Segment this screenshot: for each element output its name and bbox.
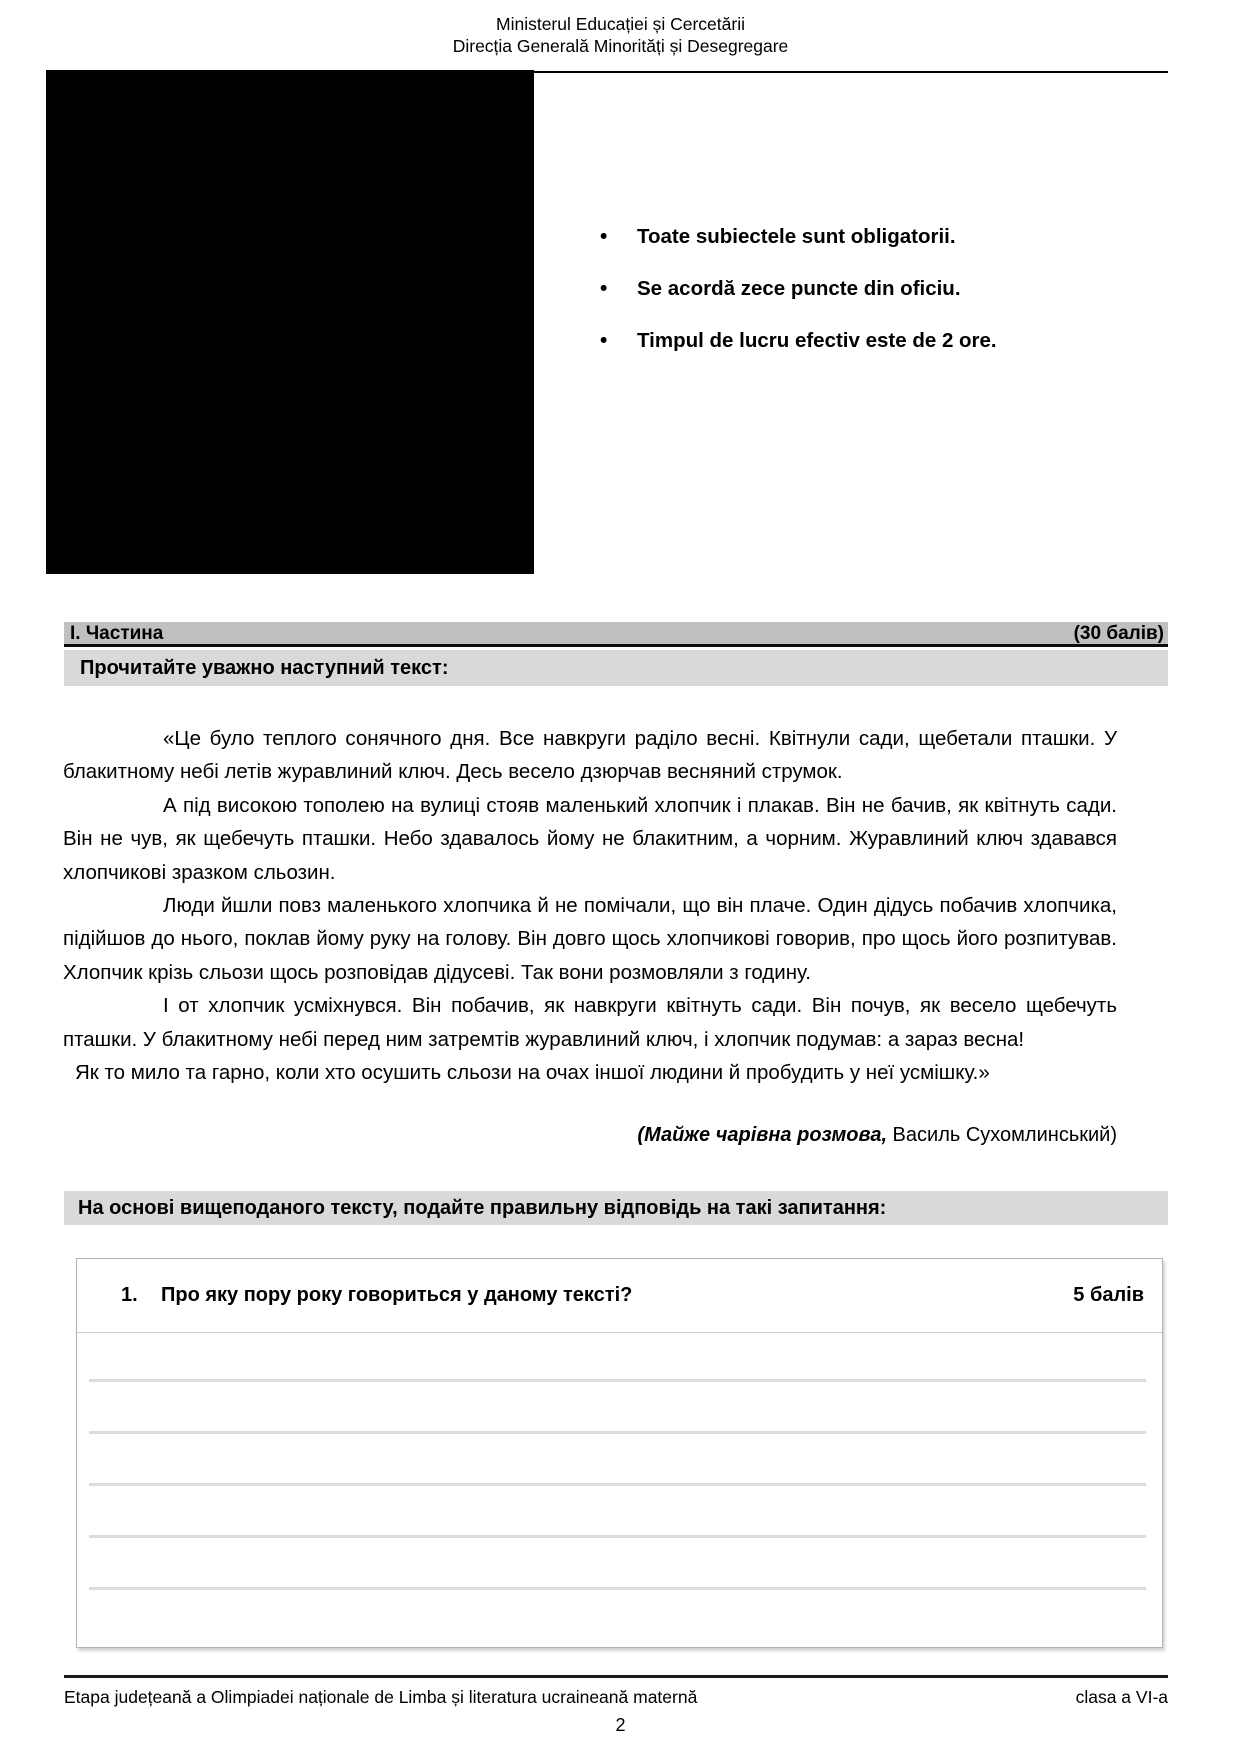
task-instruction-bar: [64, 1191, 1168, 1225]
question-1-box: [76, 1258, 1163, 1648]
page-number: 2: [615, 1715, 626, 1735]
task-instruction-text: На основі вищеподаного тексту, подайте правильну відповідь на такі запитання:: [78, 1197, 887, 1219]
bullet-icon: •: [600, 329, 608, 352]
passage-paragraph: А під високою тополею на вулиці стояв маленький хлопчик і плакав. Він не бачив, як квітнуть сади. Він не чув, як щебечуть пташки. Небо здавалось йому не блакитним, а чорним. Журавлиний ключ здавався хлопчикові зразком сльозин.: [63, 793, 1117, 884]
section-points: (30 балів): [1073, 622, 1164, 644]
footer-left-text: Etapa județeană a Olimpiadei naționale de Limba și literatura ucraineană maternă: [64, 1687, 698, 1707]
question-1-number: 1.: [121, 1284, 138, 1306]
footer-right-text: clasa a VI-a: [1075, 1687, 1168, 1707]
work-title: (Майже чарівна розмова,: [637, 1124, 887, 1146]
page-footer: [64, 1686, 1168, 1708]
read-instruction-text: Прочитайте уважно наступний текст:: [80, 657, 449, 679]
reading-passage: [63, 722, 1117, 1089]
passage-paragraph: І от хлопчик усміхнувся. Він побачив, як навкруги квітнуть сади. Він почув, як весело щебечуть пташки. У блакитному небі перед ним затремтів журавлиний ключ, і хлопчик подумав: а зараз весна!: [63, 994, 1117, 1051]
exam-notice-text: Timpul de lucru efectiv este de 2 ore.: [637, 329, 997, 352]
exam-notice-item: [600, 328, 1180, 353]
question-1-points: 5 балів: [1073, 1284, 1144, 1306]
passage-attribution: [63, 1122, 1117, 1148]
author-name: Василь Сухомлинський): [887, 1124, 1117, 1146]
ministry-header-line1: Ministerul Educației și Cercetării: [496, 14, 745, 34]
answer-line: [89, 1434, 1146, 1486]
passage-paragraph: «Це було теплого сонячного дня. Все навкруги раділо весні. Квітнули сади, щебетали пташки. У блакитному небі летів журавлиний ключ. Десь весело дзюрчав весняний струмок.: [63, 727, 1117, 784]
exam-notice-list: [600, 224, 1180, 380]
passage-paragraph: Люди йшли повз маленького хлопчика й не помічали, що він плаче. Один дідусь побачив хлопчика, підійшов до нього, поклав йому руку на голову. Він довго щось хлопчикові говорив, про щось його розпитував. Хлопчик крізь сльози щось розповідав дідусеві. Так вони розмовляли з годину.: [63, 894, 1117, 984]
question-1-text: Про яку пору року говориться у даному тексті?: [161, 1284, 633, 1306]
answer-line: [89, 1382, 1146, 1434]
section-title: І. Частина: [70, 622, 164, 644]
passage-paragraph: Як то мило та гарно, коли хто осушить сльози на очах іншої людини й пробудить у неї усмішку.»: [75, 1061, 990, 1085]
question-1-row: [77, 1259, 1162, 1333]
exam-notice-text: Toate subiectele sunt obligatorii.: [637, 225, 956, 248]
ministry-header-line2: Direcția Generală Minorități și Desegregare: [452, 36, 789, 56]
section-title-bar: [64, 622, 1168, 647]
answer-line: [89, 1538, 1146, 1590]
footer-divider: [64, 1675, 1168, 1678]
read-instruction-bar: [64, 650, 1168, 686]
bullet-icon: •: [600, 225, 608, 248]
exam-notice-item: [600, 224, 1180, 249]
exam-notice-text: Se acordă zece puncte din oficiu.: [637, 277, 961, 300]
answer-line: [89, 1486, 1146, 1538]
bullet-icon: •: [600, 277, 608, 300]
ministry-header: [0, 13, 1241, 57]
redacted-image: [46, 70, 534, 574]
answer-line: [89, 1333, 1146, 1382]
answer-area: [77, 1333, 1162, 1590]
exam-notice-item: [600, 276, 1180, 301]
